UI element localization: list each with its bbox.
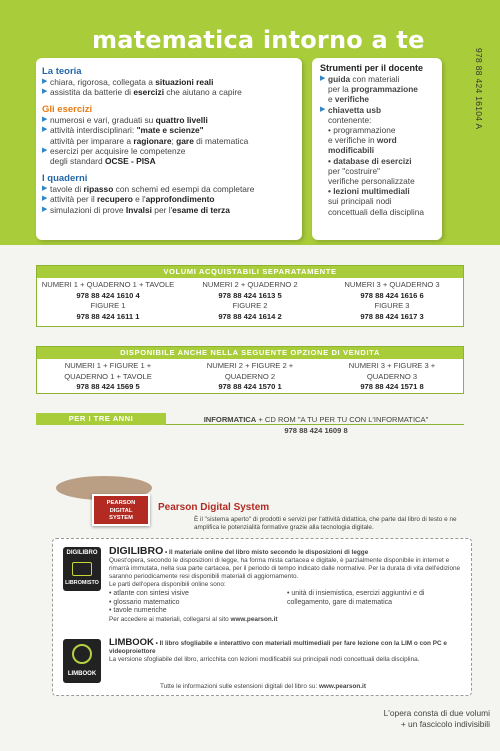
volumes-bar: VOLUMI ACQUISTABILI SEPARATAMENTE — [37, 266, 463, 278]
three-years-box — [36, 413, 464, 443]
triangle-bullet-icon: ▶ — [320, 75, 326, 82]
usb-contents: • programmazione e verifiche in word modificabili • database di esercizi per "costruire" verifiche personalizzate • lezioni multimediali sui principali nodi concettuali della disciplina — [328, 125, 424, 217]
triangle-bullet-icon: ▶ — [42, 147, 48, 155]
pds-description: È il "sistema aperto" di prodotti e servizi per l'attività didattica, che parte dal libro di testo e ne amplifica le potenzialità formative grazie alla tecnologia digitale. — [194, 516, 457, 531]
list-item: ▶ tavole di ripasso con schemi ed esempi da completare — [42, 183, 255, 194]
option-column: NUMERI 1 + FIGURE 1 + QUADERNO 1 + TAVOLE 978 88 424 1569 5 — [64, 361, 152, 392]
list-item: ▶ esercizi per acquisire le competenze degli standard OCSE - PISA — [42, 146, 186, 167]
digital-info-line: Tutte le informazioni sulle estensioni digitali del libro su: www.pearson.it — [160, 683, 366, 690]
option-column: NUMERI 3 + FIGURE 3 + QUADERNO 3 978 88 424 1571 8 — [348, 361, 436, 392]
limbook-text: LIMBOOK • Il libro sfogliabile e interattivo con materiali multimediali per fare lezione con la LIM o con PC e videoproiettore La versione sfogliabile del libro, arricchita con lezioni modificabili sui principali nodi concettuali della disciplina. — [109, 637, 447, 663]
pds-title: Pearson Digital System — [158, 502, 270, 513]
triangle-bullet-icon: ▶ — [42, 78, 48, 85]
list-item: ▶ numerosi e vari, graduati su quattro livelli — [42, 114, 208, 125]
pearson-digital-system — [52, 470, 472, 700]
bottom-note: L'opera consta di due volumi + un fascicolo indivisibili — [383, 708, 490, 729]
list-item: ▶ attività interdisciplinari: "mate e scienze" attività per imparare a ragionare; gare di matematica — [42, 125, 249, 146]
volumes-box — [36, 265, 464, 327]
triangle-bullet-icon: ▶ — [320, 105, 326, 113]
triangle-bullet-icon: ▶ — [42, 205, 48, 213]
list-item: ▶ chiara, rigorosa, collegata a situazioni reali — [42, 77, 214, 87]
quaderni-heading: I quaderni — [42, 172, 88, 184]
teacher-tools-title: Strumenti per il docente — [320, 63, 424, 73]
option-column: NUMERI 2 + FIGURE 2 + QUADERNO 2 978 88 424 1570 1 — [206, 361, 294, 392]
informatica-offer: INFORMATICA + CD ROM "A TU PER TU CON L'INFORMATICA" 978 88 424 1609 8 — [203, 415, 429, 435]
triangle-bullet-icon: ▶ — [42, 115, 48, 123]
teacher-tools-card — [312, 58, 442, 240]
esercizi-heading: Gli esercizi — [42, 103, 93, 115]
sale-option-box — [36, 346, 464, 394]
isbn-vertical: 978 88 424 16104 A — [474, 48, 484, 130]
triangle-bullet-icon: ▶ — [42, 195, 48, 203]
list-item: ▶ assistita da batterie di esercizi che aiutano a capire — [42, 87, 242, 98]
features-card — [36, 58, 302, 240]
list-item: ▶ attività per il recupero e l'approfondimento — [42, 194, 215, 205]
digilibro-icon: DIGILIBRO LIBROMISTO — [63, 547, 101, 591]
triangle-bullet-icon: ▶ — [42, 184, 48, 192]
volume-column: NUMERI 3 + QUADERNO 3 978 88 424 1616 6 FIGURE 3 978 88 424 1617 3 — [344, 280, 440, 321]
limbook-icon: LIMBOOK — [63, 639, 101, 683]
triangle-bullet-icon: ▶ — [42, 126, 48, 134]
pearson-logo: PEARSON DIGITAL SYSTEM — [92, 494, 150, 526]
list-item: ▶ guida con materiali per la programmazione e verifiche — [320, 74, 418, 105]
volume-column: NUMERI 1 + QUADERNO 1 + TAVOLE 978 88 424 1610 4 FIGURE 1 978 88 424 1611 1 — [41, 280, 175, 321]
list-item: ▶ simulazioni di prove Invalsi per l'esame di terza — [42, 204, 230, 215]
list-item: ▶ chiavetta usb contenente: — [320, 104, 382, 125]
digital-box — [52, 538, 472, 696]
page-title: matematica intorno a te — [92, 26, 425, 54]
sale-option-bar: DISPONIBILE ANCHE NELLA SEGUENTE OPZIONE DI VENDITA — [37, 347, 463, 359]
digilibro-text: DIGILIBRO • Il materiale online del libro misto secondo le disposizioni di legge Quest'opera, secondo le disposizioni di legge, ha forma mista cartacea e digitale, è parzialmente disponibile in internet e rimarrà immutata, nella sua parte cartacea, per il periodo di tempo indicato dalle normative. Per la durata di vita dell'edizione saranno periodicamente resi disponibili materiali di aggiornamento. Le parti dell'opera disponibili online sono: • atlante con sintesi visive • glossario matematico • tavole numeriche • unità di insiemistica, esercizi aggiuntivi e di collegamento, gare di matematica Per accedere ai materiali, collegarsi al sito www.pearson.it — [109, 545, 461, 623]
three-years-bar: PER I TRE ANNI — [36, 413, 166, 425]
teoria-heading: La teoria — [42, 66, 82, 77]
volume-column: NUMERI 2 + QUADERNO 2 978 88 424 1613 5 FIGURE 2 978 88 424 1614 2 — [202, 280, 298, 321]
triangle-bullet-icon: ▶ — [42, 88, 48, 96]
